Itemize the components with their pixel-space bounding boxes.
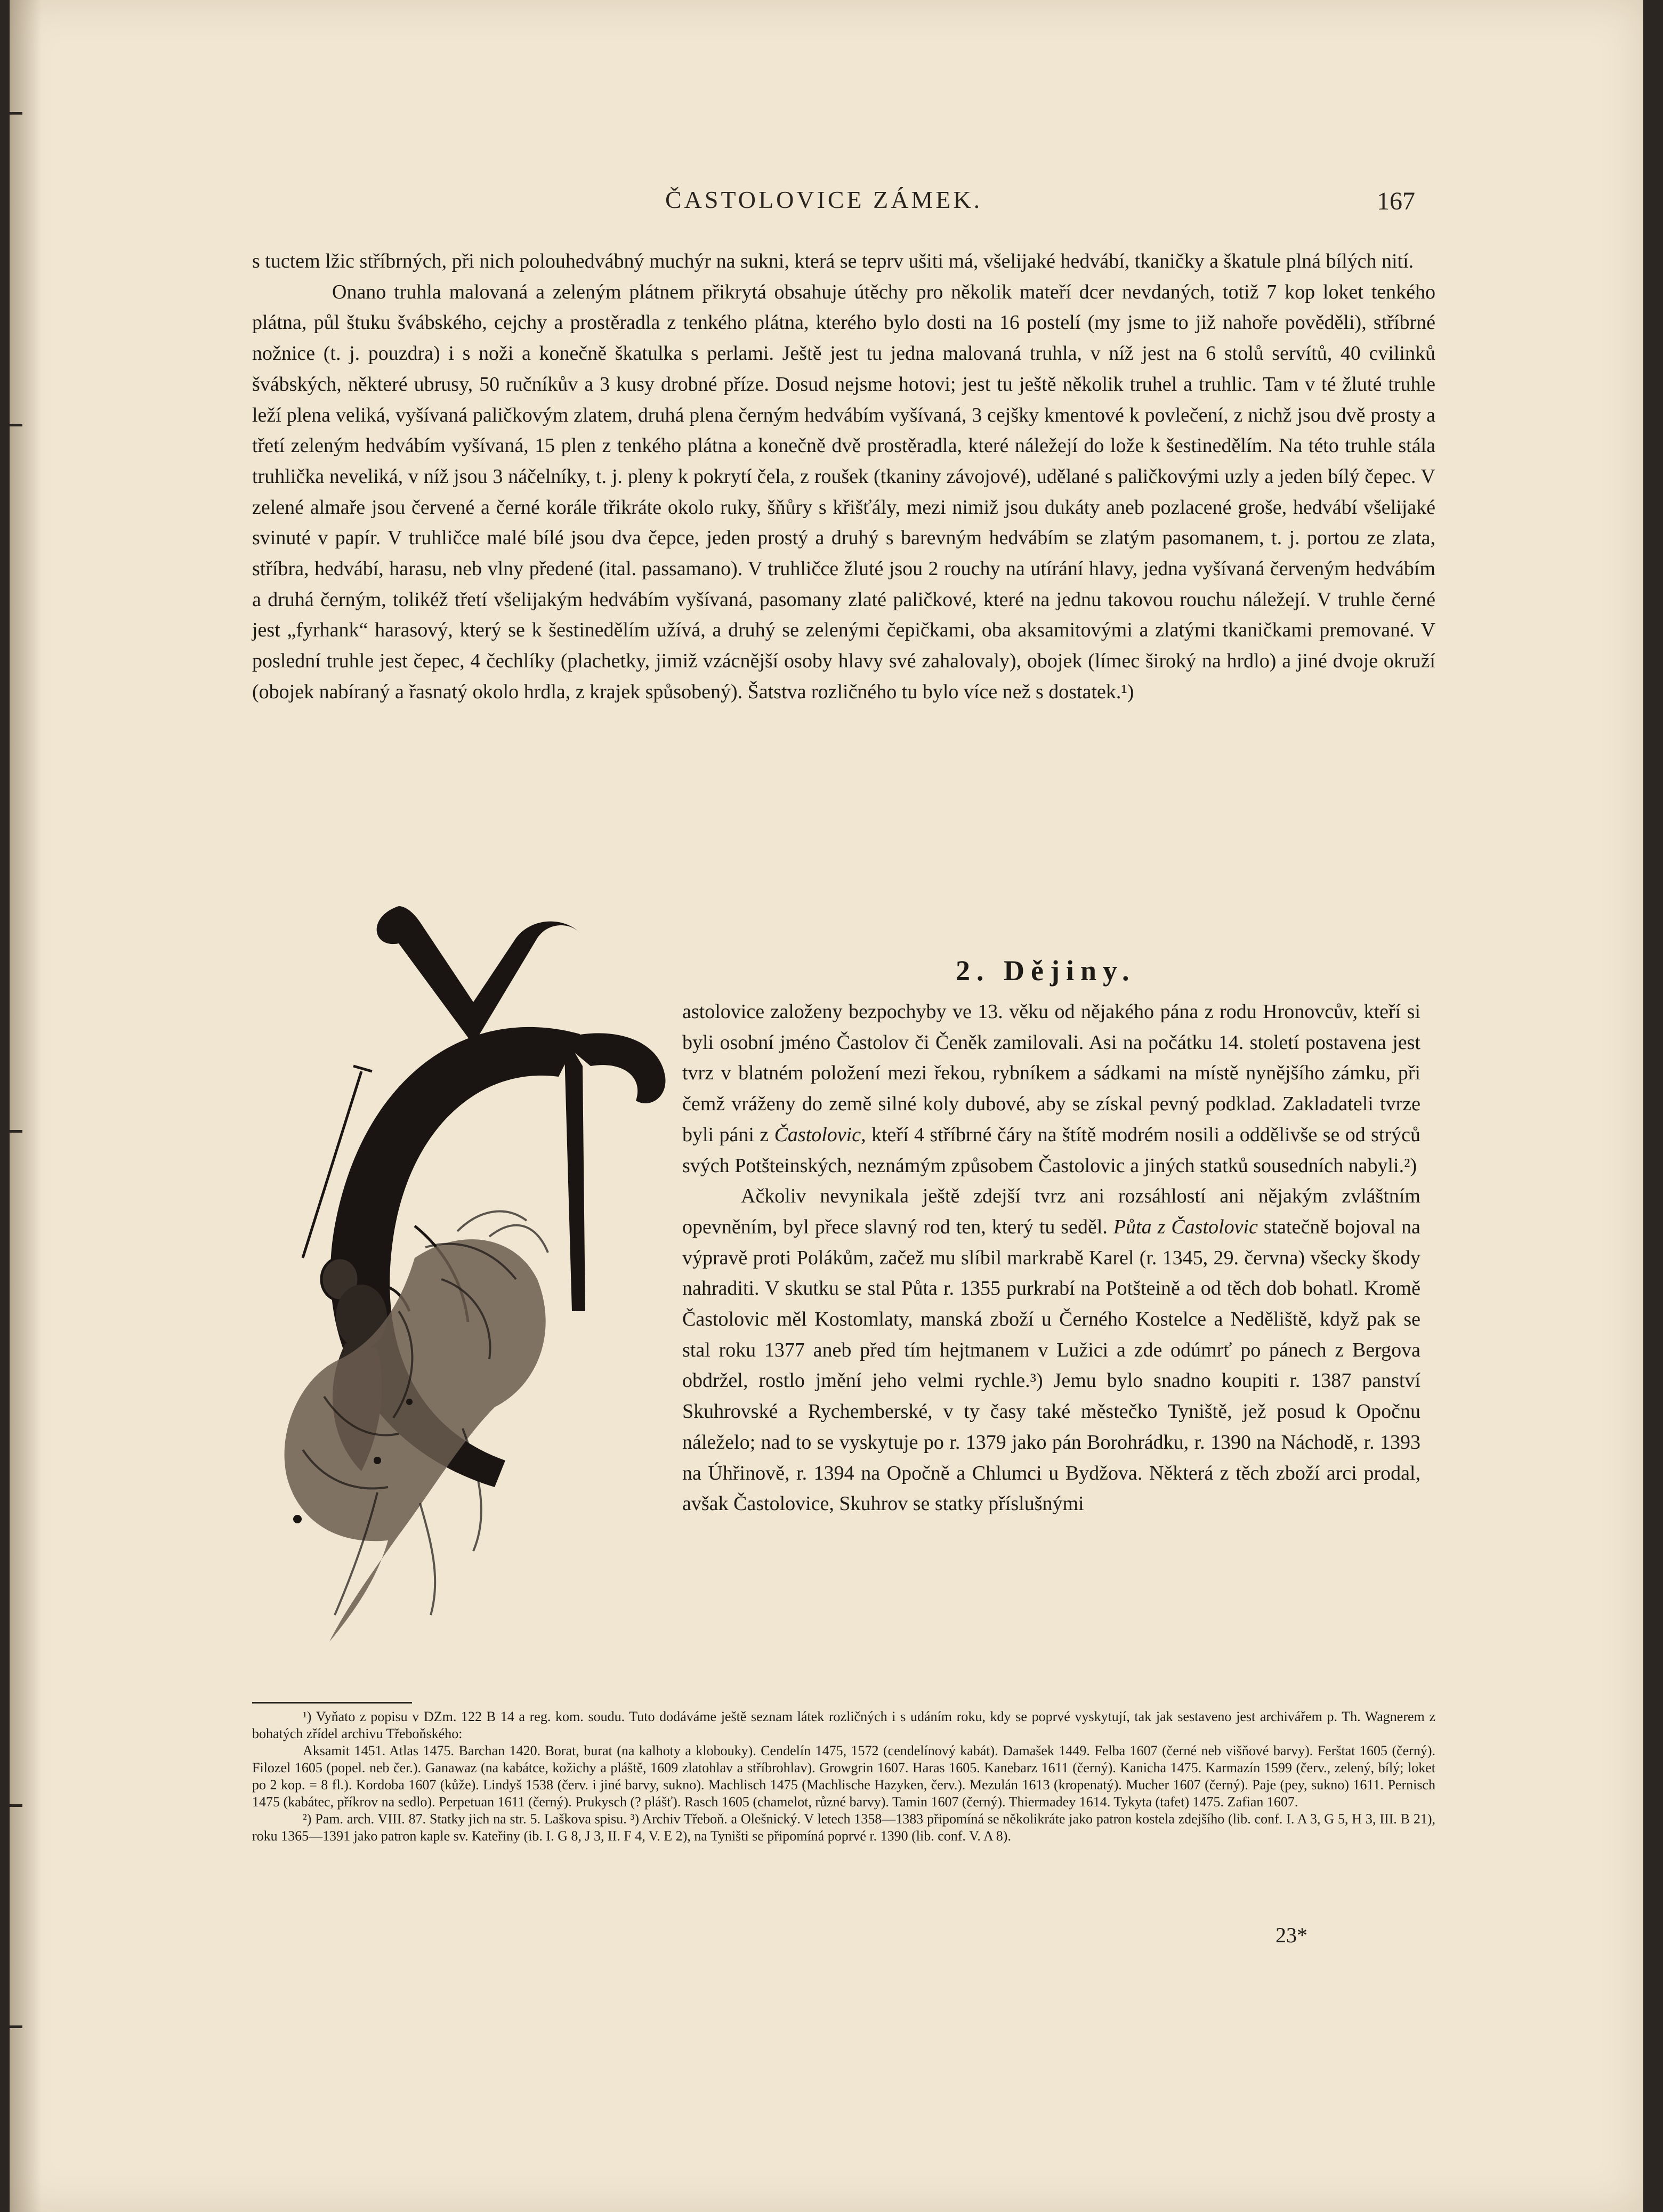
footnote-divider [252,1702,412,1704]
running-header: ČASTOLOVICE ZÁMEK. [665,186,983,213]
text-run: statečně bojoval na výpravě proti Polákům, začež mu slíbil markrabě Karel (r. 1345, 29. června) všecky škody nahraditi. V skutku se stal Půta r. 1355 purkrabí na Potšteině a od těch dob bohatl. Kromě Častolovic měl Kostomlaty, manská zboží u Černého Kostelce a Neděliště, když pak se stal roku 1377 aneb před tím hejtmanem v Lužici a zde odúmrť po pánech z Bergova obdržel, rostlo jmění jeho velmi rychle.³) Jemu bylo snadno koupiti r. 1387 panství Skuhrovské a Rychemberské, v ty časy také městečko Tyniště, jež posud k Opočnu náleželo; nad to se vyskytuje po r. 1379 jako pán Borohrádku, r. 1390 na Náchodě, r. 1393 na Úhřinově, r. 1394 na Opočně a Chlumci u Bydžova. Některá z těch zboží arci prodal, avšak Častolovice, Skuhrov se statky příslušnými [682,1215,1420,1515]
book-page [10,0,1643,2212]
binding-mark [10,1804,22,1807]
paragraph: s tuctem lžic stříbrných, při nich polouhedvábný muchýr na sukni, která se teprv ušiti má, všelijaké hedvábí, tkaničky a škatule plná bílých nití. [252,250,1414,272]
footnote: ¹) Vyňato z popisu v DZm. 122 B 14 a reg. kom. soudu. Tuto dodáváme ještě seznam látek rozličných i s udáním roku, kdy se poprvé vyskytují, tak jak sestaveno jest archivářem p. Th. Wagnerem z bohatých zřídel archivu Třeboňského: [252,1709,1435,1741]
signature-mark: 23* [1275,1923,1307,1947]
footnote: Aksamit 1451. Atlas 1475. Barchan 1420. Borat, burat (na kalhoty a klobouky). Cendelín 1475, 1572 (cendelínový kabát). Damašek 1449. Felba 1607 (černé neb višňové barvy). Ferštat 1605 (černý). Filozel 1605 (popel. neb čer.). Ganawaz (na kabátce, kožichy a pláště, 1609 zlatohlav a stříbrohlav). Growgrin 1607. Haras 1605. Kanebarz 1611 (černý). Kanicha 1475. Karmazín 1599 (červ., zelený, bílý; loket po 2 kop. = 8 fl.). Kordoba 1607 (kůže). Lindyš 1538 (červ. i jiné barvy, sukno). Machlisch 1475 (Machlische Hazyken, červ.). Mezulán 1613 (kropenatý). Mucher 1607 (černý). Paje (pey, sukno) 1611. Pernisch 1475 (kabátec, příkrov na sedlo). Perpetuan 1611 (černý). Prukysch (? plášť). Rasch 1605 (chamelot, různé barvy). Tamin 1607 (černý). Thiermadey 1614. Tykyta (tafet) 1475. Zafian 1607. [252,1743,1435,1810]
text-run: astolovice založeny bezpochyby ve 13. věku od nějakého pána z rodu Hronovcův, kteří si byli osobní jméno Častolov či Čeněk zamilovali. Asi na počátku 14. století postavena jest tvrz v blatném položení mezi řekou, rybníkem a sádkami na místě nynějšího zámku, při čemž vráženy do země silné koly dubové, aby se získal pevný podklad. Zakladateli tvrze byli páni z [682,1000,1420,1146]
binding-fold [10,0,42,2212]
binding-mark [10,424,22,426]
paragraph [682,1181,1420,1520]
italic-name: Častolovic, [774,1123,866,1146]
page-number: 167 [1377,187,1415,215]
text-run: Ačkoliv nevynikala ještě zdejší tvrz ani rozsáhlostí ani nějakým zvláštním opevněním, byl přece slavný rod ten, který tu seděl. [682,1185,1420,1238]
section-title: 2. Dějiny. [956,955,1136,987]
binding-mark [10,2025,22,2028]
initial-letter-illustration [239,906,676,1706]
binding-mark [10,1130,22,1133]
binding-mark [10,112,22,115]
footnote: ²) Pam. arch. VIII. 87. Statky jich na str. 5. Laškova spisu. ³) Archiv Třeboň. a Olešnický. V letech 1358—1383 připomíná se několikráte jako patron kostela zdejšího (lib. conf. I. A 3, G 5, H 3, III. B 21), roku 1365—1391 jako patron kaple sv. Kateřiny (ib. I. G 8, J 3, II. F 4, V. E 2), na Tyništi se připomíná poprvé r. 1390 (lib. conf. V. A 8). [252,1811,1435,1844]
section-text [682,997,1420,1520]
text-run: kteří 4 stříbrné čáry na štítě modrém nosili a oddělivše se od strýců svých Potšteinských, neznámým způsobem Častolovic a jiných statků sousedních nabyli.²) [682,1123,1420,1177]
body-text [252,246,1435,708]
italic-name: Půta z Častolovic [1113,1215,1258,1238]
footnotes [252,1708,1435,1845]
paragraph: Onano truhla malovaná a zeleným plátnem přikrytá obsahuje útěchy pro několik mateří dcer nevdaných, totiž 7 kop loket tenkého plátna, půl štuku švábského, cejchy a prostěradla z tenkého plátna, kterého bylo dosti na 16 postelí (my jsme to již nahoře pověděli), stříbrné nožnice (t. j. pouzdra) i s noži a konečně škatulka s perlami. Ještě jest tu jedna malovaná truhla, v níž jest na 6 stolů servítů, 40 cvilinků švábských, některé ubrusy, 50 ručníkův a 3 kusy drobné příze. Dosud nejsme hotovi; jest tu ještě několik truhel a truhlic. Tam v té žluté truhle leží plena veliká, vyšívaná paličkovým zlatem, druhá plena černým hedvábím vyšívaná, 3 cejšky kmentové k povlečení, z nichž jsou dvě prosty a třetí zeleným hedvábím vyšívaná, 15 plen z tenkého plátna a konečně dvě prostěradla, které náležejí do lože k šestinedělím. Na této truhle stála truhlička neveliká, v níž jsou 3 náčelníky, t. j. pleny k pokrytí čela, z roušek (tkaniny závojové), udělané s paličkovými uzly a jeden bílý čepec. V zelené almaře jsou červené a černé korále třikráte okolo ruky, šňůry s křišťály, mezi nimiž jsou dukáty aneb pozlacené groše, hedvábí všelijaké svinuté v papír. V truhličce malé bílé jsou dva čepce, jeden prostý a druhý s barevným hedvábím se zlatým pasomanem, t. j. portou ze zlata, stříbra, hedvábí, harasu, neb vlny předené (ital. passamano). V truhličce žluté jsou 2 rouchy na utírání hlavy, jedna vyšívaná červeným hedvábím a druhá černým, tolikéž třetí všelijakým hedvábím vyšívaná, pasomany zlaté paličkové, které na jednu takovou rouchu náležejí. V truhle černé jest „fyrhank“ harasový, který se k šestinedělím užívá, a druhý se zelenými čepičkami, oba aksamitovými a zlatými tkaničkami premované. V poslední truhle jest čepec, 4 čechlíky (plachetky, jimiž vzácnější osoby hlavy své zahalovaly), obojek (límec široký na hrdlo) a jiné dvoje okruží (obojek nabíraný a řasnatý okolo hrdla, z krajek spůsobený). Šatstva rozličného tu bylo více než s dostatek.¹) [252,280,1435,703]
paragraph [682,997,1420,1181]
